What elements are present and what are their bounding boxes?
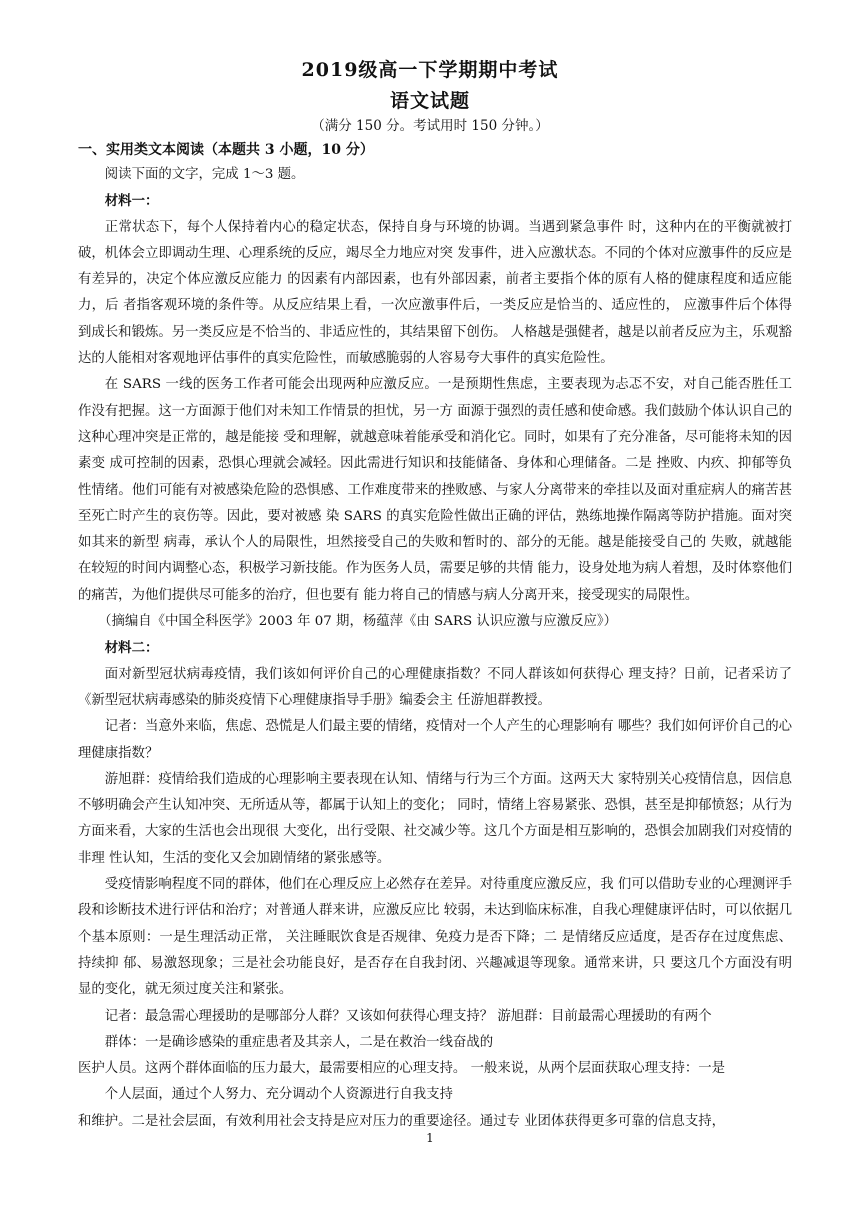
material1-paragraph-1: 正常状态下，每个人保持着内心的稳定状态，保持自身与环境的协调。当遇到紧急事件 时，这种内在的平衡就被打破，机体会立即调动生理、心理系统的反应，竭尽全力地应对突 发事件，进入应激状态。不同的个体对应激事件的反应是有差异的，决定个体应激反应能力 的因素有内部因素，也有外部因素，前者主要指个体的原有人格的健康程度和适应能力，后 者指客观环境的条件等。从反应结果上看，一次应激事件后，一类反应是恰当的、适应性的， 应激事件后个体得到成长和锻炼。另一类反应是不恰当的、非适应性的，其结果留下创伤。 人格越是强健者，越是以前者反应为主，乐观豁达的人能相对客观地评估事件的真实危险性，而敏感脆弱的人容易夸大事件的真实危险性。 [78,219,792,367]
material2-paragraph-5: 记者：最急需心理援助的是哪部分人群？又该如何获得心理支持？ 游旭群：目前最需心理援助的有两个 [104,1008,712,1024]
exam-note: （满分 150 分。考试用时 150 分钟。） [311,118,549,134]
reading-passage [78,162,792,1135]
material1-paragraph-2: 在 SARS 一线的医务工作者可能会出现两种应激反应。一是预期性焦虑，主要表现为忐忑不安，对自己能否胜任工作没有把握。这一方面源于他们对未知工作情景的担忧，另一方 面源于强烈的责任感和使命感。我们鼓励个体认识自己的这种心理冲突是正常的，越是能接 受和理解，就越意味着能承受和消化它。同时，如果有了充分准备，尽可能将未知的因素变 成可控制的因素，恐惧心理就会减轻。因此需进行知识和技能储备、身体和心理储备。二是 挫败、内疚、抑郁等负性情绪。他们可能有对被感染危险的恐惧感、工作难度带来的挫败感、与家人分离带来的牵挂以及面对重症病人的痛苦甚至死亡时产生的哀伤等。因此，要对被感 染 SARS 的真实危险性做出正确的评估，熟练地操作隔离等防护措施。面对突如其来的新型 病毒，承认个人的局限性，坦然接受自己的失败和暂时的、部分的无能。越是能接受自己的 失败，就越能在较短的时间内调整心态，积极学习新技能。作为医务人员，需要足够的共情 能力，设身处地为病人着想，及时体察他们的痛苦，为他们提供尽可能多的治疗，但也要有 能力将自己的情感与病人分离开来，接受现实的局限性。 [78,377,792,603]
material2-paragraph-8: 个人层面，通过个人努力、充分调动个人资源进行自我支持 [104,1087,453,1103]
material1-label: 材料一： [104,193,159,210]
material2-paragraph-1: 面对新型冠状病毒疫情，我们该如何评价自己的心理健康指数？不同人群该如何获得心 理支持？日前，记者采访了《新型冠状病毒感染的肺炎疫情下心理健康指导手册》编委会主 任游旭群教授。 [78,666,792,708]
material2-paragraph-3: 游旭群：疫情给我们造成的心理影响主要表现在认知、情绪与行为三个方面。这两天大 家特别关心疫情信息，因信息不够明确会产生认知冲突、无所适从等，都属于认知上的变化； 同时，情绪上容易紧张、恐惧，甚至是抑郁愤怒；从行为方面来看，大家的生活也会出现很 大变化，出行受限、社交减少等。这几个方面是相互影响的，恐惧会加剧我们对疫情的非理 性认知，生活的变化又会加剧情绪的紧张感等。 [78,771,792,866]
material1-source: （摘编自《中国全科医学》2003 年 07 期，杨蕴萍《由 SARS 认识应激与应激反应》） [98,614,617,630]
section-heading: 一、实用类文本阅读（本题共 3 小题，10 分） [78,142,374,158]
material2-label: 材料二： [104,640,159,657]
material2-paragraph-9: 和维护。二是社会层面，有效利用社会支持是应对压力的重要途径。通过专 业团体获得更多可靠的信息支持， [78,1113,726,1129]
exam-subtitle: 语文试题 [389,90,470,112]
page-number: 1 [426,1131,434,1145]
material2-paragraph-6: 群体：一是确诊感染的重症患者及其亲人，二是在救治一线奋战的 [104,1034,494,1050]
instruction-text: 阅读下面的文字，完成 1～3 题。 [104,167,305,182]
material2-paragraph-7: 医护人员。这两个群体面临的压力最大，最需要相应的心理支持。 一般来说，从两个层面获取心理支持：一是 [78,1061,726,1077]
material2-paragraph-2: 记者：当意外来临，焦虑、恐慌是人们最主要的情绪，疫情对一个人产生的心理影响有 哪些？我们如何评价自己的心理健康指数？ [78,719,792,761]
material2-paragraph-4: 受疫情影响程度不同的群体，他们在心理反应上必然存在差异。对待重度应激反应，我 们可以借助专业的心理测评手段和诊断技术进行评估和治疗；对普通人群来讲，应激反应比 较弱，未达到临床标准，自我心理健康评估时，可以依据几个基本原则：一是生理活动正常， 关注睡眠饮食是否规律、免疫力是否下降；二 是情绪反应适度，是否存在过度焦虑、持续抑 郁、易激怒现象；三是社会功能良好，是否存在自我封闭、兴趣减退等现象。通常来讲，只 要这几个方面没有明显的变化，就无须过度关注和紧张。 [78,877,792,998]
exam-title: 2019级高一下学期期中考试 [301,59,559,81]
